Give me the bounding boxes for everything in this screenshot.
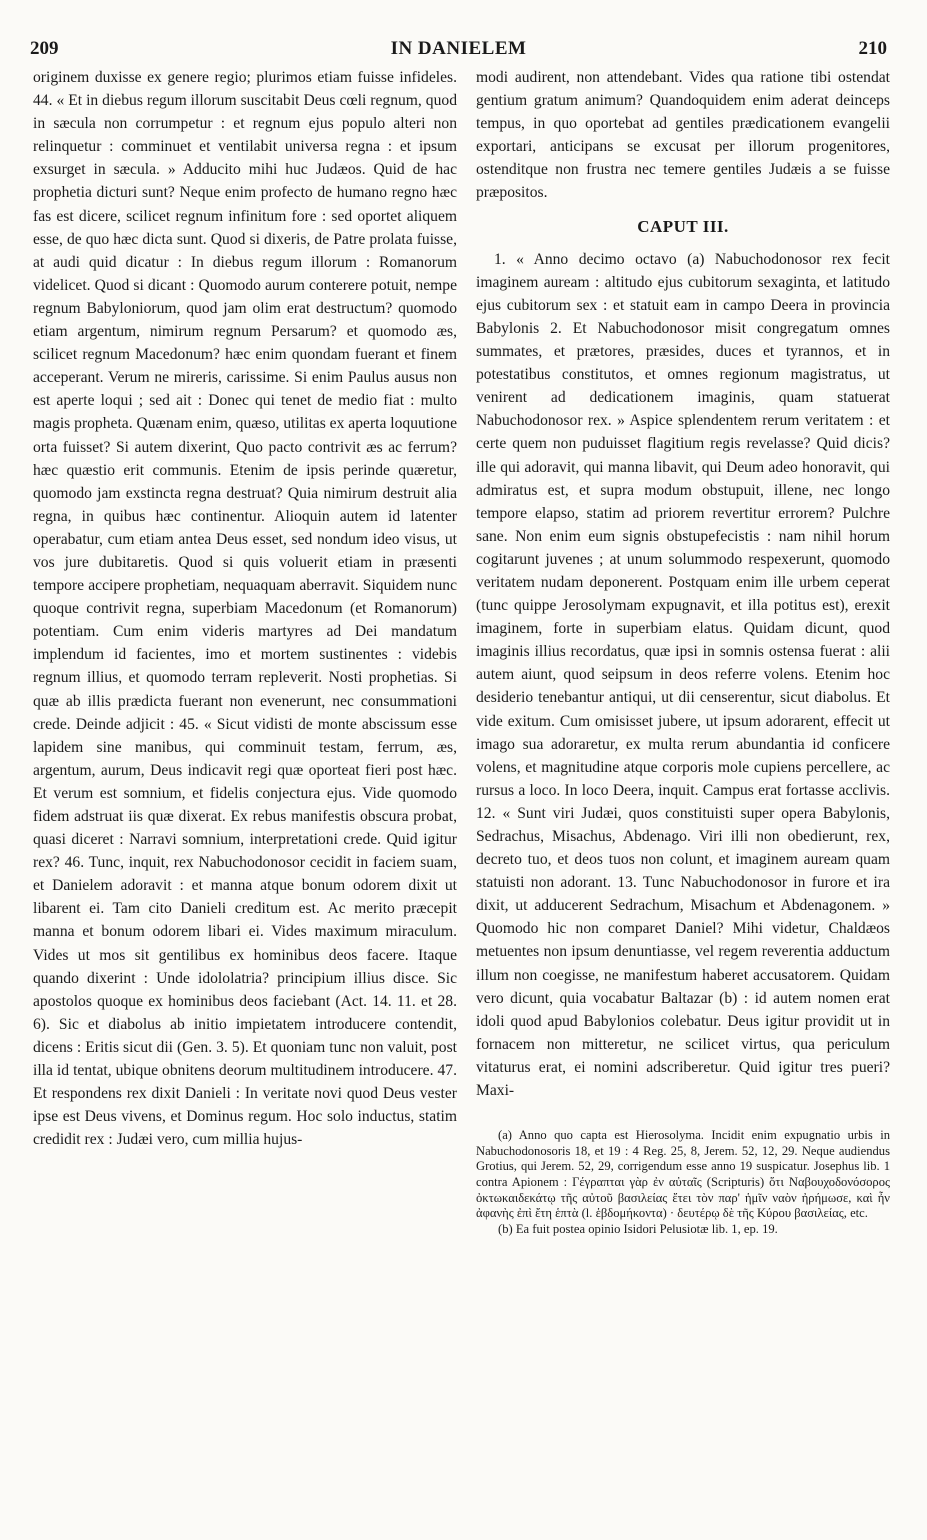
page-number-right: 210 <box>858 38 887 59</box>
left-column <box>33 66 457 1510</box>
chapter-heading: CAPUT III. <box>637 216 729 236</box>
running-title: IN DANIELEM <box>390 38 527 59</box>
page-header <box>30 38 887 66</box>
right-column-intro: modi audirent, non attendebant. Vides qua ratione tibi ostendat gentium gratum animum? Quandoquidem enim aderat deinceps tempus, in quo oportebat ad gentiles prædicationem evangelii exportari, anticipans se excusat per illorum progenitores, ostenditque non frustra nec temere gentiles Judæis a se fuisse præpositos. <box>476 69 890 202</box>
page-number-left: 209 <box>30 38 59 59</box>
right-column <box>476 66 890 1510</box>
right-column-body: 1. « Anno decimo octavo (a) Nabuchodonosor rex fecit imaginem auream : altitudo ejus cubitorum sexaginta, et latitudo ejus cubitorum sex : et statuit eam in campo Deera in provincia Babylonis 2. Et Nabuchodonosor misit congregatum omnes summates, et prætores, præsides, duces et tyrannos, et in potestatibus constitutos, et omnes regionum magistratus, ut venirent ad dedicationem imaginis, quam statuerat Nabuchodonosor rex. » Aspice splendentem rerum veritatem : et certe quem non puduisset flagitium regis revelasse? Quid dicis? ille qui adoravit, qui manna libavit, qui Deum adeo honoravit, qui admiratus est, et supra modum obstupuit, illene, nec longo tempore elapso, statim ad priorem revertitur errorem? Pulchre sane. Non enim eum signis obstupefecistis : nam nihil horum cogitarunt juvenes ; at unum solummodo respexerunt, quomodo veritatem nudam deponerent. Postquam enim ille urbem ceperat (tunc quippe Jerosolymam expugnavit, et illa potitus est), erexit imaginem, forte in superbiam elatus. Quidam dicunt, quod imaginis illius recordatus, quæ ipsi in somnis ostensa fuerat : alii autem aiunt, quod seipsum in deos referre volens. Etenim hoc desiderio tenebantur antiqui, ut dii censerentur, sicut diabolus. Et vide exitum. Cum omisisset jubere, ut ipsum adorarent, effecit ut imago sua adoraretur, ex multa rerum abundantia id conficere volens, et magnitudine atque corporis mole cupiens percellere, ac rursus a loco. In loco Deera, inquit. Campus erat fortasse acclivis. 12. « Sunt viri Judæi, quos constituisti super opera Babylonis, Sedrachus, Misachus, Abdenago. Viri illi non obedierunt, rex, decreto tuo, et deos tuos non colunt, et imaginem auream quam statuisti non adorant. 13. Tunc Nabuchodonosor in furore et ira dixit, ut adducerent Sedrachum, Misachum et Abdenagonem. » Quomodo hic non comparet Daniel? Mihi videtur, Chaldæos metuentes non ipsum denuntiasse, vel regem reverentia adductum illum non coegisse, ne manifestum haberet accusatorem. Quidam vero dicunt, quia vocabatur Baltazar (b) : id autem nomen erat idoli quod apud Babylonios colebatur. Deus igitur providit ut in fornacem non mitteretur, ne scilicet virtus, qua periculum vitaturus erat, ei nomini adscriberetur. Quid igitur tres pueri? Maxi- <box>476 250 890 1100</box>
footnotes <box>476 1128 890 1237</box>
left-column-text: originem duxisse ex genere regio; plurimos etiam fuisse infideles. 44. « Et in diebus regum illorum suscitabit Deus cœli regnum, quod in sæcula non corrumpetur : et regnum ejus populo alteri non relinquetur : comminuet et ventilabit universa regna : et ipsum exsurget in sæcula. » Adducito mihi huc Judæos. Quid de hac prophetia dicturi sunt? Neque enim profecto de humano regno hæc fas est dicere, scilicet regnum infinitum fore : sed oportet aliquem esse, de quo hæc dicta sunt. Quod si dixeris, de Patre prolata fuisse, at audi quid dicatur : In diebus regum illorum : Romanorum videlicet. Quod si dicant : Quomodo aurum conterere potuit, nempe regnum Babyloniorum, quod jam olim erat destructum? quomodo etiam argentum, nimirum regnum Persarum? et quomodo æs, scilicet regnum Macedonum? hæc enim quondam fuerant et finem acceperant. Verum ne mireris, carissime. Si enim Paulus ausus non est aperte loqui ; sed ait : Donec qui tenet de medio fiat : multo magis propheta. Quænam enim, quæso, utilitas ex aperta loquutione orta fuisset? Si autem dixerint, Quo pacto contrivit æs ac ferrum? hæc quæstio erit communis. Etenim de ipsis perinde quæretur, quomodo jam exstincta regna destruat? Quia nimirum destruit alia regna, in quibus hæc continentur. Alioquin autem id latenter operabatur, cum etiam antea Deus esset, sed nondum ideo visus, ut vos jure dubitaretis. Quod si quis voluerit etiam in præsenti tempore accipere prophetiam, nequaquam aberravit. Siquidem nunc quoque contrivit regna, superbiam Macedonum (et Romanorum) potentiam. Cum enim videris martyres ad Dei mandatum implendum id facientes, imo et mortem sustinentes : videbis regnum illius, et quomodo terram repleverit. Nosti prophetias. Si quæ ab illis prædicta fuerant non evenerunt, nec consummationi crede. Deinde adjicit : 45. « Sicut vidisti de monte abscissum esse lapidem sine manibus, qui comminuit testam, ferrum, æs, argentum, aurum, Deus indicavit regi quæ oporteat fieri post hæc. Et verum est somnium, et fidelis conjectura ejus. Vide quomodo fidem adstruat iis quæ dixerat. Ex rebus manifestis obscura probat, quasi diceret : Narravi somnium, interpretationi crede. Quid igitur rex? 46. Tunc, inquit, rex Nabuchodonosor cecidit in faciem suam, et Danielem adoravit : et manna atque bonum odorem dixit ut libarent ei. Tam cito Danieli creditum est. Ac merito præcepit manna et bonum odorem libari ei. Vides maximum miraculum. Vides ut mos sit gentilibus ex hominibus deos facere. Itaque quando dixerint : Unde idololatria? principium illius disce. Sic apostolos quoque ex hominibus deos faciebant (Act. 14. 11. et 28. 6). Sic et diabolus ab initio impietatem introducere contendit, dicens : Eritis sicut dii (Gen. 3. 5). Et quoniam tunc non valuit, post illa id tentat, ubique obnitens deorum multitudinem introducere. 47. Et respondens rex dixit Danieli : In veritate novi quod Deus vester ipse est Deus vivens, et Dominus regum. Hoc solo inductus, statim credidit rex : Judæi vero, cum millia hujus- <box>33 69 457 1149</box>
footnote-a: (a) Anno quo capta est Hierosolyma. Incidit enim expugnatio urbis in Nabuchodonosoris 18, et 19 : 4 Reg. 25, 8, Jerem. 52, 12, 29. Neque audiendus Grotius, qui Jerem. 52, 29, corrigendum esse anno 19 suspicatur. Josephus lib. 1 contra Apionem : Γέγραπται γὰρ ἐν αὐταῖς (Scripturis) ὅτι Ναβουχοδονόσορος ὀκτωκαιδεκάτῳ τῆς αὐτοῦ βασιλείας ἔτει τὸν παρ' ἡμῖν ναὸν ἠρήμωσε, καὶ ἦν ἀφανὴς ἐπὶ ἔτη ἑπτὰ (l. ἑβδομήκοντα) · δευτέρῳ δὲ τῆς Κύρου βασιλείας, etc. <box>476 1128 890 1221</box>
footnote-b: (b) Ea fuit postea opinio Isidori Pelusiotæ lib. 1, ep. 19. <box>498 1221 778 1236</box>
